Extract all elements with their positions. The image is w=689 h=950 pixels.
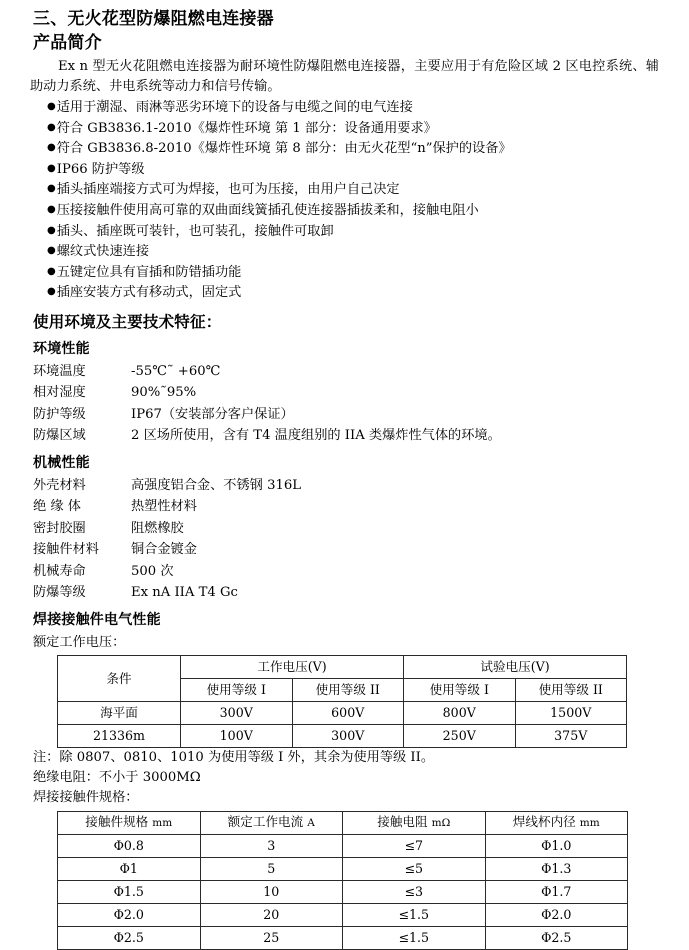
table-header-unit: A — [307, 817, 315, 830]
table-header-unit: mm — [152, 817, 173, 830]
environment-spec-value: 2 区场所使用，含有 T4 温度组别的 IIA 类爆炸性气体的环境。 — [131, 428, 501, 444]
table-row — [58, 701, 627, 724]
mechanical-spec-row — [33, 539, 689, 561]
table-cell: 20 — [200, 903, 343, 926]
insulation-resistance-line: 绝缘电阻：不小于 3000MΩ — [33, 769, 201, 785]
table-row — [58, 857, 628, 880]
mechanical-spec-row — [33, 582, 689, 604]
mechanical-spec-row — [33, 561, 689, 583]
feature-list-item — [47, 118, 689, 139]
voltage-table-note: 注：除 0807、0810、1010 为使用等级 I 外，其余为使用等级 II。 — [33, 749, 435, 765]
environment-spec-list — [33, 361, 689, 447]
table-header-condition: 条件 — [58, 655, 181, 701]
feature-list-item-label: 符合 GB3836.1-2010《爆炸性环境 第 1 部分：设备通用要求》 — [56, 120, 437, 136]
table-subheader-grade-1-test: 使用等级 I — [404, 678, 516, 701]
contact-table-caption: 焊接接触件规格： — [33, 789, 139, 805]
feature-list-item — [47, 138, 689, 159]
table-cell: 300V — [181, 701, 293, 724]
feature-list-item — [47, 97, 689, 118]
environment-spec-label: 环境温度 — [33, 363, 86, 379]
environment-spec-label: 防爆区域 — [33, 428, 86, 444]
mechanical-spec-row — [33, 496, 689, 518]
mechanical-spec-row — [33, 518, 689, 540]
environment-spec-row — [33, 425, 689, 447]
bullet-dot-icon: ● — [47, 162, 56, 174]
table-cell: Φ1.0 — [485, 834, 628, 857]
bullet-dot-icon: ● — [47, 121, 56, 133]
page-title: 三、无火花型防爆阻燃电连接器 — [33, 9, 274, 29]
table-cell: 1500V — [515, 701, 627, 724]
bullet-dot-icon: ● — [47, 101, 56, 112]
table-header-unit: mm — [579, 817, 600, 830]
bullet-dot-icon: ● — [47, 286, 56, 298]
mechanical-spec-value: 阻燃橡胶 — [131, 520, 184, 536]
table-cell: Φ2.5 — [485, 926, 628, 949]
mechanical-spec-value: 铜合金镀金 — [131, 542, 197, 558]
table-cell: ≤7 — [343, 834, 486, 857]
table-row — [58, 834, 628, 857]
bullet-dot-icon: ● — [47, 183, 56, 195]
mechanical-spec-value: 热塑性材料 — [131, 499, 197, 515]
table-cell: 100V — [181, 724, 293, 747]
mechanical-spec-label: 机械寿命 — [33, 563, 86, 579]
table-cell: Φ1 — [58, 857, 201, 880]
table-cell-condition: 21336m — [58, 724, 181, 747]
table-cell-condition: 海平面 — [58, 701, 181, 724]
table-cell: Φ1.5 — [58, 880, 201, 903]
environment-spec-row — [33, 361, 689, 383]
table-cell: Φ1.7 — [485, 880, 628, 903]
bullet-dot-icon: ● — [47, 224, 56, 236]
feature-list-item — [47, 282, 689, 303]
table-cell: 375V — [515, 724, 627, 747]
environment-spec-row — [33, 404, 689, 426]
mechanical-spec-value: Ex nA IIA T4 Gc — [131, 585, 238, 601]
environment-spec-value: 90%˜95% — [131, 385, 197, 401]
feature-list-item — [47, 159, 689, 180]
environment-spec-value: -55℃˜ +60℃ — [131, 363, 221, 379]
mechanical-spec-value: 500 次 — [131, 563, 174, 579]
bullet-dot-icon: ● — [47, 203, 56, 215]
table-row — [58, 880, 628, 903]
table-cell: Φ2.0 — [58, 903, 201, 926]
mechanical-spec-list — [33, 475, 689, 604]
mechanical-spec-label: 密封胶圈 — [33, 520, 86, 536]
mechanical-spec-row — [33, 475, 689, 497]
table-cell: 300V — [292, 724, 404, 747]
table-header-cell — [58, 811, 201, 834]
mechanical-spec-label: 外壳材料 — [33, 477, 86, 493]
feature-list-item — [47, 200, 689, 221]
table-header-row — [58, 811, 628, 834]
contact-specification-table — [57, 811, 628, 950]
environment-spec-value: IP67（安装部分客户保证） — [131, 406, 294, 422]
table-subheader-grade-2-working: 使用等级 II — [292, 678, 404, 701]
table-header-cell — [485, 811, 628, 834]
table-subheader-grade-1-working: 使用等级 I — [181, 678, 293, 701]
table-row — [58, 724, 627, 747]
table-cell: 800V — [404, 701, 516, 724]
section-heading-mechanical-performance: 机械性能 — [33, 454, 90, 471]
table-row — [58, 903, 628, 926]
bullet-dot-icon: ● — [47, 265, 56, 277]
table-cell: ≤3 — [343, 880, 486, 903]
voltage-table-caption: 额定工作电压： — [33, 634, 126, 650]
table-cell: Φ0.8 — [58, 834, 201, 857]
feature-list-item-label: 压接接触件使用高可靠的双曲面线簧插孔使连接器插拔柔和，接触电阻小 — [56, 202, 479, 218]
environment-spec-label: 防护等级 — [33, 406, 86, 422]
feature-list-item-label: 五键定位具有盲插和防错插功能 — [56, 264, 242, 280]
table-cell: ≤1.5 — [343, 926, 486, 949]
table-cell: Φ2.0 — [485, 903, 628, 926]
bullet-dot-icon: ● — [47, 245, 56, 257]
feature-list-item-label: 适用于潮湿、雨淋等恶劣环境下的设备与电缆之间的电气连接 — [56, 100, 413, 115]
environment-spec-row — [33, 382, 689, 404]
mechanical-spec-label: 接触件材料 — [33, 542, 99, 558]
feature-list-item — [47, 179, 689, 200]
table-header-text: 接触电阻 — [377, 814, 432, 830]
section-heading-product-intro: 产品简介 — [33, 33, 102, 53]
table-subheader-grade-2-test: 使用等级 II — [515, 678, 627, 701]
section-heading-usage-environment: 使用环境及主要技术特征： — [33, 312, 222, 331]
table-cell: ≤5 — [343, 857, 486, 880]
table-header-test-voltage: 试验电压(V) — [404, 655, 627, 678]
section-heading-environment-performance: 环境性能 — [33, 340, 90, 357]
feature-list — [0, 97, 689, 303]
table-cell: 25 — [200, 926, 343, 949]
rated-working-voltage-table — [57, 655, 627, 748]
table-cell: Φ2.5 — [58, 926, 201, 949]
table-header-text: 接触件规格 — [85, 814, 153, 830]
table-header-row — [58, 655, 627, 678]
table-cell: Φ1.3 — [485, 857, 628, 880]
intro-paragraph: Ex n 型无火花阻燃电连接器为耐环境性防爆阻燃电连接器，主要应用于有危险区域 2 区电控系统、辅助动力系统、井电系统等动力和信号传输。 — [30, 59, 659, 94]
table-cell: 250V — [404, 724, 516, 747]
section-heading-electrical-performance: 焊接接触件电气性能 — [33, 611, 161, 628]
table-row — [58, 926, 628, 949]
feature-list-item — [47, 262, 689, 283]
table-header-working-voltage: 工作电压(V) — [181, 655, 404, 678]
mechanical-spec-label: 防爆等级 — [33, 585, 86, 601]
table-header-unit: mΩ — [431, 817, 451, 830]
table-header-cell — [200, 811, 343, 834]
feature-list-item-label: 插座安装方式有移动式，固定式 — [56, 285, 242, 301]
feature-list-item-label: 螺纹式快速连接 — [56, 244, 150, 260]
table-cell: 3 — [200, 834, 343, 857]
document-page — [0, 8, 689, 946]
table-header-cell — [343, 811, 486, 834]
table-cell: 5 — [200, 857, 343, 880]
table-header-text: 焊线杯内径 — [512, 814, 580, 830]
mechanical-spec-label: 绝 缘 体 — [33, 499, 81, 515]
environment-spec-label: 相对湿度 — [33, 385, 86, 401]
table-header-text: 额定工作电流 — [227, 814, 308, 830]
bullet-dot-icon: ● — [47, 142, 56, 154]
feature-list-item-label: IP66 防护等级 — [56, 161, 145, 177]
feature-list-item — [47, 241, 689, 262]
table-cell: 600V — [292, 701, 404, 724]
table-cell: ≤1.5 — [343, 903, 486, 926]
feature-list-item-label: 插头、插座既可装针，也可装孔，接触件可取卸 — [56, 223, 334, 239]
feature-list-item-label: 插头插座端接方式可为焊接，也可为压接，由用户自己决定 — [56, 182, 400, 198]
feature-list-item — [47, 221, 689, 242]
feature-list-item-label: 符合 GB3836.8-2010《爆炸性环境 第 8 部分：由无火花型“n”保护的设备》 — [56, 141, 512, 157]
mechanical-spec-value: 高强度铝合金、不锈钢 316L — [131, 477, 301, 493]
table-cell: 10 — [200, 880, 343, 903]
